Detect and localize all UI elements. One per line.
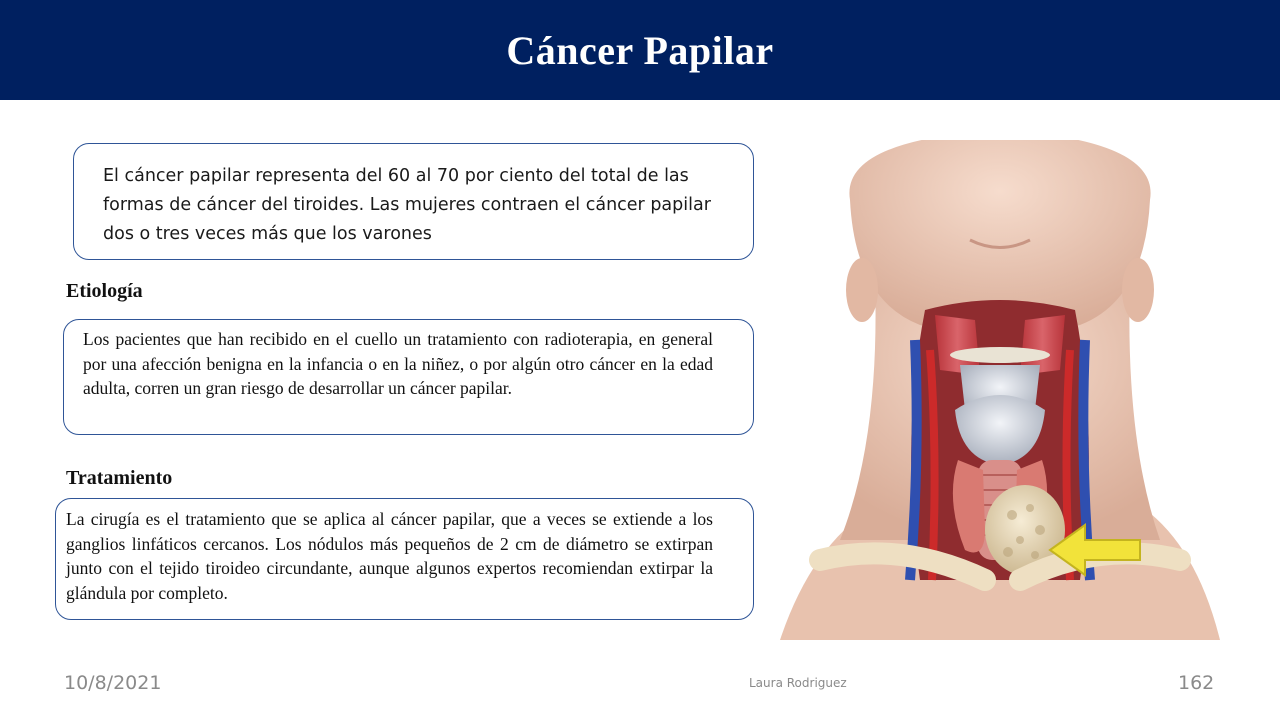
tratamiento-text: La cirugía es el tratamiento que se aplica al cáncer papilar, que a veces se extiende a los ganglios linfáticos cercanos. Los nódulos más pequeños de 2 cm de diámetro se extirpan junto con el tejido tiroideo circundante, aunque algunos expertos recomiendan extirpar la glándula por completo. — [66, 509, 713, 603]
tratamiento-box — [55, 498, 754, 620]
etiologia-text: Los pacientes que han recibido en el cuello un tratamiento con radioterapia, en general por una afección benigna en la infancia o en la niñez, o por algún otro cáncer en la edad adulta, corren un gran riesgo de desarrollar un cáncer papilar. — [83, 329, 713, 398]
intro-text: El cáncer papilar representa del 60 al 70 por ciento del total de las formas de cáncer del tiroides. Las mujeres contraen el cáncer papilar dos o tres veces más que los varones — [103, 166, 711, 244]
page-number: 162 — [1178, 672, 1215, 694]
title-bar — [0, 0, 1280, 100]
footer-date: 10/8/2021 — [64, 672, 162, 694]
intro-box — [73, 143, 754, 260]
slide-title: Cáncer Papilar — [506, 27, 774, 73]
etiologia-heading: Etiología — [66, 280, 143, 302]
tratamiento-heading: Tratamiento — [66, 467, 173, 489]
footer-author: Laura Rodriguez — [749, 676, 847, 690]
etiologia-box — [63, 319, 754, 435]
thyroid-neck-anatomy-illustration — [780, 140, 1220, 655]
